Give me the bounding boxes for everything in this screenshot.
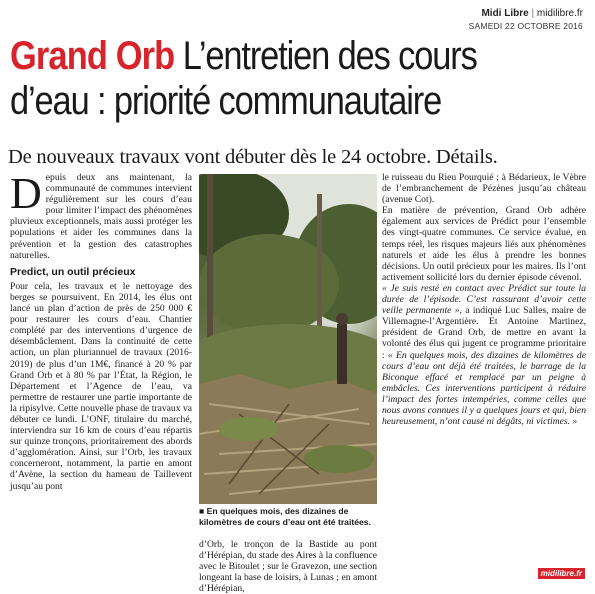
masthead-separator: |: [531, 8, 535, 19]
article-deck: De nouveaux travaux vont débuter dès le 24 octobre. Détails.: [8, 146, 498, 168]
headline-line1: L’entretien des cours: [174, 34, 477, 78]
article-photo: [199, 174, 377, 504]
photo-caption: [199, 506, 377, 527]
footer-logo: midilibre.fr: [538, 568, 585, 579]
section-subhead: Predict, un outil précieux: [10, 265, 136, 278]
middle-column: [199, 539, 377, 594]
quote-attribution: , a indiqué Luc Salles, maire de Villemagne-l’Argentière. Et Antoine Martinez, président de Grand Orb, de mettre en avant la volonté des élus qui jugent ce programme prioritaire :: [382, 305, 587, 361]
headline-line2: d’eau : priorité communautaire: [10, 79, 442, 123]
intro-paragraph: [10, 169, 192, 261]
middle-body-paragraph: d’Orb, le tronçon de la Bastide au pont d’Hérépian, du stade des Aires à la confluence avec le Bitoulet ; sur le Gravezon, une section longeant la base de loisirs, à Lunas ; en amont d’Hérépian,: [199, 539, 377, 594]
right-column: [382, 172, 586, 427]
caption-marker: ■: [199, 506, 205, 516]
right-paragraph-2: En matière de prévention, Grand Orb adhère également aux services de Prédict pour l’ensemble des vingt-quatre communes. Ce service évalue, en temps réel, les risques majeurs liés aux phénomènes naturels et aide les élus à prendre les bonnes décisions. Un outil précieux pour les maires. Ils l’ont activement sollicité lors du dernier épisode cévenol.: [382, 205, 586, 283]
drop-cap: D: [10, 169, 42, 218]
masthead-site: midilibre.fr: [536, 8, 583, 19]
article-headline: [10, 34, 509, 124]
quote-martinez: « En quelques mois, des dizaines de kilomètres de cours d’eau ont déjà été traitées, le barrage de la Biconque effacé et remplacé par un peigne à embâcles. Ces interventions participent à réduire l’impact des fortes intempéries, comme celles que nous avons connues il y a quelques jours et qui, bien heureusement, n’ont causé ni dégâts, ni victimes. »: [382, 349, 586, 428]
masthead-brand: Midi Libre: [481, 8, 529, 19]
caption-text: En quelques mois, des dizaines de kilomètres de cours d’eau ont été traitées.: [199, 506, 371, 527]
quote-salles: « Je suis resté en contact avec Prédict sur toute la durée de l’épisode. C’est rassurant d’avoir cette veille permanente »: [382, 282, 586, 317]
masthead-date: SAMEDI 22 OCTOBRE 2016: [468, 21, 583, 31]
masthead: [383, 8, 583, 32]
right-paragraph-1: le ruisseau du Rieu Pourquié ; à Bédarieux, le Vèbre de l’embranchement de Pézènes jusqu’au château (avenue Cot).: [382, 172, 586, 206]
intro-text: epuis deux ans maintenant, la communauté de communes intervient régulièrement sur les cours d’eau pour limiter l’impact des phénomènes pluvieux exceptionnels, mais aussi protéger les populations et aider les communes dans la prévention et la gestion des catastrophes naturelles.: [10, 172, 192, 261]
right-paragraph-3: [382, 283, 586, 427]
masthead-brand-line: [383, 8, 583, 20]
left-body-paragraph: Pour cela, les travaux et le nettoyage des berges se poursuivent. En 2014, les élus ont lancé un plan d’action de près de 250 000 € pour restaurer les cours d’eau. Chantier complété par des interventions d’urgence de désembâclement. Dans la continuité de cette action, un plan pluriannuel de travaux (2016-2019) de plus d’un 1M€, financé à 20 % par Grand Orb et à 80 % par l’État, la Région, le Département et l’Agence de l’eau, va permettre de restaurer une partie importante de la ripisylve. Cette nouvelle phase de travaux va débuter ce lundi. L’ONF, titulaire du marché, interviendra sur 16 km de cours d’eau répartis sur quinze tronçons, prioritairement des abords d’agglomération. Ainsi, sur l’Orb, les travaux concerneront, notamment, la partie en amont d’Avène, la section du hameau de Taillevent jusqu’au pont: [10, 280, 192, 492]
riverbank-illustration: [199, 174, 377, 504]
left-column: [10, 169, 192, 492]
headline-kicker: Grand Orb: [10, 34, 175, 78]
